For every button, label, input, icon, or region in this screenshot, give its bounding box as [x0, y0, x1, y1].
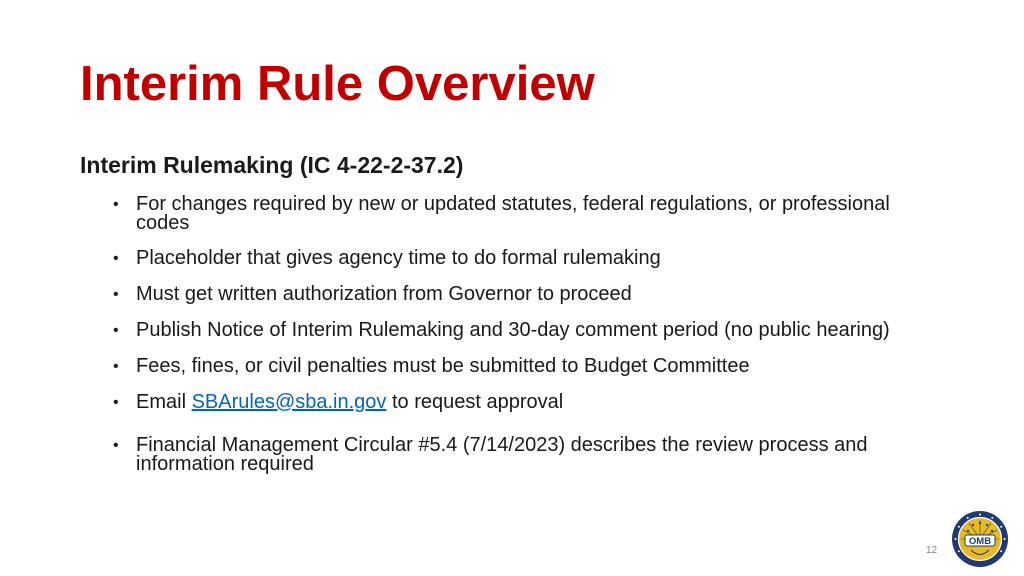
slide-title: Interim Rule Overview: [80, 57, 595, 111]
bullet-glyph: •: [113, 286, 119, 303]
page-number: 12: [926, 545, 938, 556]
omb-seal-icon: [951, 510, 1009, 568]
bullet-text: Fees, fines, or civil penalties must be submitted to Budget Committee: [136, 355, 750, 377]
bullet-text: Publish Notice of Interim Rulemaking and 30-day comment period (no public hearing): [136, 319, 890, 341]
bullet-item: [113, 321, 948, 340]
bullet-text: Financial Management Circular #5.4 (7/14/2023) describes the review process and information required: [136, 434, 868, 475]
email-link[interactable]: SBArules@sba.in.gov: [191, 391, 387, 413]
email-prefix: Email: [136, 391, 192, 413]
bullet-text: Must get written authorization from Governor to proceed: [136, 283, 632, 305]
bullet-text: Placeholder that gives agency time to do formal rulemaking: [136, 247, 661, 269]
bullet-glyph: •: [113, 322, 119, 339]
bullet-glyph: •: [113, 437, 119, 454]
bullet-glyph: •: [113, 394, 119, 411]
slide-subtitle: Interim Rulemaking (IC 4-22-2-37.2): [80, 152, 464, 178]
email-suffix: to request approval: [386, 391, 564, 413]
bullet-item-email: [113, 393, 948, 412]
bullet-text: For changes required by new or updated statutes, federal regulations, or professional codes: [136, 193, 890, 234]
bullet-text: [136, 393, 948, 412]
bullet-item: [113, 195, 948, 233]
bullet-glyph: •: [113, 196, 119, 213]
bullet-item: [113, 357, 948, 376]
bullet-item: [113, 249, 948, 268]
bullet-item: [113, 285, 948, 304]
bullet-glyph: •: [113, 250, 119, 267]
bullet-glyph: •: [113, 358, 119, 375]
seal-text: OMB: [968, 536, 992, 547]
bullet-item: [113, 436, 948, 474]
